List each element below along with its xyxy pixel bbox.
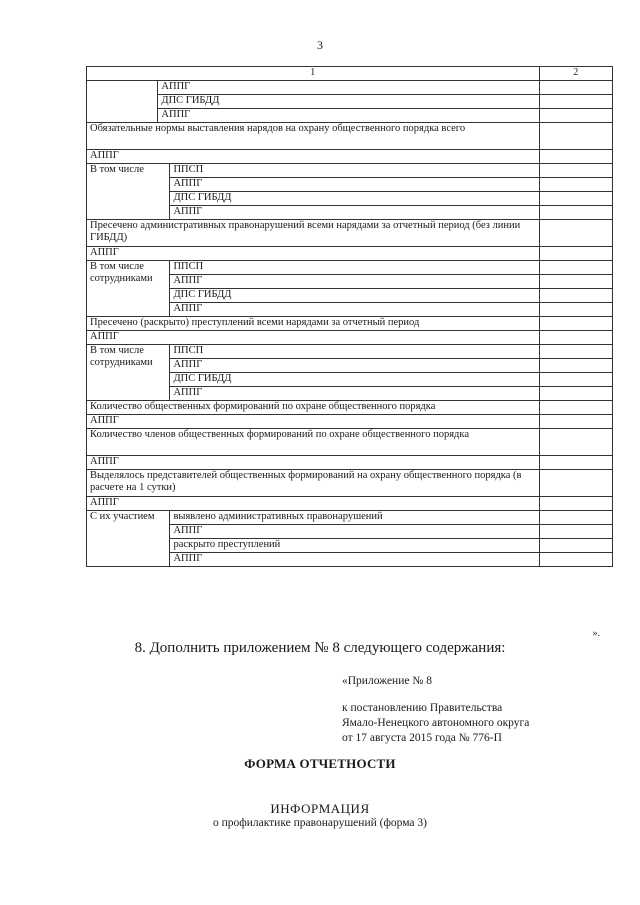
appendix-line: от 17 августа 2015 года № 776-П	[342, 732, 502, 744]
row-label: АППГ	[170, 178, 539, 192]
table-row	[87, 123, 613, 150]
amendment-item-8: 8. Дополнить приложением № 8 следующего содержания:	[134, 640, 506, 656]
group-label: В том числе сотрудниками	[87, 345, 170, 401]
table-row	[87, 456, 613, 470]
value-cell	[539, 373, 612, 387]
value-cell	[539, 247, 612, 261]
value-cell	[539, 123, 612, 150]
row-label: АППГ	[170, 275, 539, 289]
row-label: раскрыто преступлений	[170, 539, 539, 553]
table-row	[87, 345, 613, 359]
table-row	[87, 401, 613, 415]
row-label: АППГ	[170, 359, 539, 373]
row-label: АППГ	[87, 331, 540, 345]
appendix-reference	[342, 674, 529, 746]
value-cell	[539, 525, 612, 539]
group-label: С их участием	[87, 511, 170, 567]
row-label: АППГ	[158, 109, 539, 123]
value-cell	[539, 289, 612, 303]
value-cell	[539, 470, 612, 497]
row-label: ДПС ГИБДД	[170, 192, 539, 206]
table-row	[87, 95, 613, 109]
row-label: АППГ	[170, 303, 539, 317]
value-cell	[539, 359, 612, 373]
value-cell	[539, 220, 612, 247]
appendix-line: Ямало-Ненецкого автономного округа	[342, 717, 530, 729]
section-title: Выделялось представителей общественных формирований на охрану общественного порядка (в расчете на 1 сутки)	[87, 470, 540, 497]
value-cell	[539, 81, 612, 95]
value-cell	[539, 275, 612, 289]
table-row	[87, 247, 613, 261]
row-label: АППГ	[87, 150, 540, 164]
table-row	[87, 150, 613, 164]
value-cell	[539, 539, 612, 553]
value-cell	[539, 387, 612, 401]
row-label: АППГ	[87, 497, 540, 511]
value-cell	[539, 331, 612, 345]
value-cell	[539, 192, 612, 206]
row-label: ДПС ГИБДД	[158, 95, 539, 109]
appendix-line: к постановлению Правительства	[342, 702, 503, 714]
row-label: АППГ	[170, 525, 539, 539]
table-row	[87, 415, 613, 429]
row-label: АППГ	[87, 456, 540, 470]
value-cell	[539, 497, 612, 511]
group-label: В том числе	[87, 164, 170, 220]
appendix-title: «Приложение № 8	[342, 675, 432, 687]
table-row	[87, 261, 613, 275]
value-cell	[539, 553, 612, 567]
row-label: АППГ	[170, 206, 539, 220]
row-label: АППГ	[87, 415, 540, 429]
empty-cell	[87, 81, 158, 123]
row-label: ППСП	[170, 261, 539, 275]
value-cell	[539, 511, 612, 525]
value-cell	[539, 303, 612, 317]
value-cell	[539, 95, 612, 109]
page-number: 3	[317, 38, 323, 52]
row-label: ДПС ГИБДД	[170, 289, 539, 303]
table-row	[87, 81, 613, 95]
column-header-1: 1	[87, 67, 540, 81]
row-label: АППГ	[170, 553, 539, 567]
value-cell	[539, 456, 612, 470]
column-header-2: 2	[539, 67, 612, 81]
row-label: выявлено административных правонарушений	[170, 511, 539, 525]
group-label: В том числе сотрудниками	[87, 261, 170, 317]
info-subtitle: о профилактике правонарушений (форма 3)	[212, 817, 427, 829]
section-title: Пресечено административных правонарушений всеми нарядами за отчетный период (без линии ГИБДД)	[87, 220, 540, 247]
row-label: ППСП	[170, 164, 539, 178]
section-title: Обязательные нормы выставления нарядов на охрану общественного порядка всего	[87, 123, 540, 150]
table-row	[87, 511, 613, 525]
row-label: АППГ	[87, 247, 540, 261]
info-title: ИНФОРМАЦИЯ	[270, 801, 370, 816]
value-cell	[539, 206, 612, 220]
row-label: АППГ	[170, 387, 539, 401]
row-label: ППСП	[170, 345, 539, 359]
value-cell	[539, 150, 612, 164]
table-header-row	[87, 67, 613, 81]
spacer	[342, 689, 529, 701]
table-row	[87, 317, 613, 331]
value-cell	[539, 164, 612, 178]
section-title: Пресечено (раскрыто) преступлений всеми нарядами за отчетный период	[87, 317, 540, 331]
row-label: ДПС ГИБДД	[170, 373, 539, 387]
section-title: Количество общественных формирований по охране общественного порядка	[87, 401, 540, 415]
table-row	[87, 429, 613, 456]
table-row	[87, 164, 613, 178]
value-cell	[539, 429, 612, 456]
value-cell	[539, 317, 612, 331]
value-cell	[539, 345, 612, 359]
table-row	[87, 497, 613, 511]
table-row	[87, 220, 613, 247]
value-cell	[539, 401, 612, 415]
value-cell	[539, 415, 612, 429]
value-cell	[539, 261, 612, 275]
report-table	[86, 66, 613, 567]
table-row	[87, 470, 613, 497]
form-title: ФОРМА ОТЧЕТНОСТИ	[244, 756, 396, 771]
value-cell	[539, 109, 612, 123]
row-label: АППГ	[158, 81, 539, 95]
value-cell	[539, 178, 612, 192]
table-row	[87, 109, 613, 123]
closing-quote: ».	[592, 628, 600, 639]
section-title: Количество членов общественных формирований по охране общественного порядка	[87, 429, 540, 456]
table-row	[87, 331, 613, 345]
